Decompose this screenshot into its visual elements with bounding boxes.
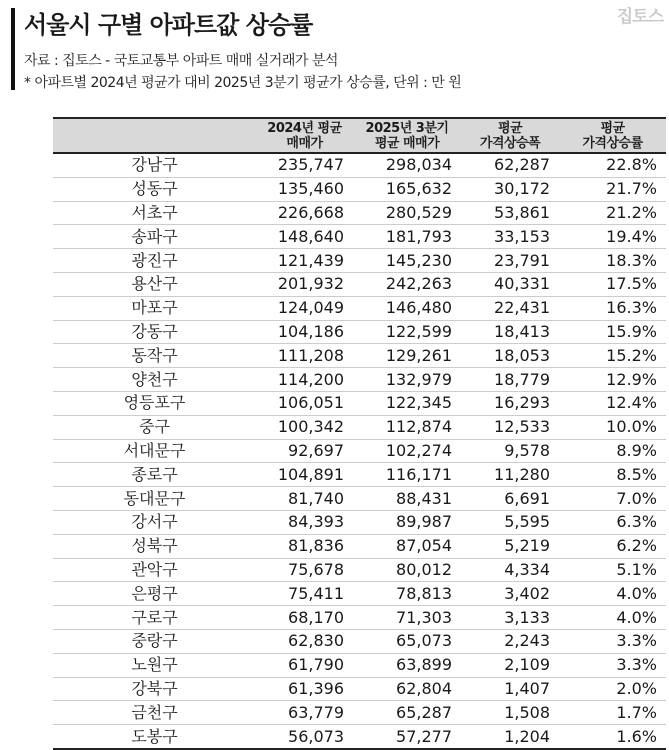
value-cell: 148,640 xyxy=(256,225,353,249)
column-header-line1: 2024년 평균 xyxy=(267,120,342,136)
value-cell: 104,891 xyxy=(256,463,353,487)
column-header-line1: 2025년 3분기 xyxy=(365,120,449,136)
value-cell: 78,813 xyxy=(353,582,461,606)
value-cell: 40,331 xyxy=(461,272,559,296)
value-cell: 17.5% xyxy=(559,272,666,296)
value-cell: 56,073 xyxy=(256,725,353,749)
column-header-2 xyxy=(353,118,461,153)
value-cell: 2,109 xyxy=(461,653,559,677)
district-name-cell: 강서구 xyxy=(53,510,256,534)
district-name-cell: 강남구 xyxy=(53,153,256,177)
column-header-1 xyxy=(256,118,353,153)
value-cell: 111,208 xyxy=(256,344,353,368)
value-cell: 104,186 xyxy=(256,320,353,344)
value-cell: 1,407 xyxy=(461,677,559,701)
value-cell: 87,054 xyxy=(353,534,461,558)
table-body xyxy=(53,153,666,749)
value-cell: 61,396 xyxy=(256,677,353,701)
value-cell: 1,204 xyxy=(461,725,559,749)
column-header-line2: 평균 매매가 xyxy=(374,135,440,151)
value-cell: 19.4% xyxy=(559,225,666,249)
source-line: 자료 : 집토스 - 국토교통부 아파트 매매 실거래가 분석 xyxy=(24,53,338,69)
value-cell: 16,293 xyxy=(461,391,559,415)
value-cell: 16.3% xyxy=(559,296,666,320)
value-cell: 8.9% xyxy=(559,439,666,463)
value-cell: 75,411 xyxy=(256,582,353,606)
value-cell: 65,287 xyxy=(353,701,461,725)
value-cell: 146,480 xyxy=(353,296,461,320)
district-name-cell: 관악구 xyxy=(53,558,256,582)
table-row xyxy=(53,153,666,177)
value-cell: 22,431 xyxy=(461,296,559,320)
value-cell: 3.3% xyxy=(559,629,666,653)
value-cell: 12.4% xyxy=(559,391,666,415)
table-row xyxy=(53,463,666,487)
value-cell: 61,790 xyxy=(256,653,353,677)
district-name-cell: 양천구 xyxy=(53,368,256,392)
table-row xyxy=(53,582,666,606)
value-cell: 181,793 xyxy=(353,225,461,249)
value-cell: 21.2% xyxy=(559,201,666,225)
value-cell: 63,779 xyxy=(256,701,353,725)
value-cell: 4,334 xyxy=(461,558,559,582)
title-accent-bar xyxy=(11,8,15,90)
value-cell: 30,172 xyxy=(461,177,559,201)
value-cell: 235,747 xyxy=(256,153,353,177)
value-cell: 8.5% xyxy=(559,463,666,487)
value-cell: 75,678 xyxy=(256,558,353,582)
column-header-line2: 가격상승폭 xyxy=(479,135,541,151)
district-name-cell: 광진구 xyxy=(53,249,256,273)
value-cell: 9,578 xyxy=(461,439,559,463)
value-cell: 18,053 xyxy=(461,344,559,368)
table-row xyxy=(53,177,666,201)
value-cell: 100,342 xyxy=(256,415,353,439)
value-cell: 84,393 xyxy=(256,510,353,534)
value-cell: 81,740 xyxy=(256,487,353,511)
value-cell: 2,243 xyxy=(461,629,559,653)
value-cell: 1.6% xyxy=(559,725,666,749)
district-name-cell: 은평구 xyxy=(53,582,256,606)
value-cell: 18,413 xyxy=(461,320,559,344)
value-cell: 92,697 xyxy=(256,439,353,463)
table-row xyxy=(53,701,666,725)
table-row xyxy=(53,725,666,749)
district-name-cell: 금천구 xyxy=(53,701,256,725)
district-name-cell: 성북구 xyxy=(53,534,256,558)
table-row xyxy=(53,296,666,320)
value-cell: 1.7% xyxy=(559,701,666,725)
table-row xyxy=(53,606,666,630)
value-cell: 10.0% xyxy=(559,415,666,439)
value-cell: 102,274 xyxy=(353,439,461,463)
value-cell: 63,899 xyxy=(353,653,461,677)
district-name-cell: 중구 xyxy=(53,415,256,439)
value-cell: 3,133 xyxy=(461,606,559,630)
column-header-line2: 가격상승률 xyxy=(582,135,643,151)
column-header-line1: 평균 xyxy=(600,120,625,136)
value-cell: 71,303 xyxy=(353,606,461,630)
table-row xyxy=(53,677,666,701)
value-cell: 1,508 xyxy=(461,701,559,725)
brand-logo: 집토스 xyxy=(616,7,663,27)
value-cell: 4.0% xyxy=(559,582,666,606)
value-cell: 18.3% xyxy=(559,249,666,273)
value-cell: 122,345 xyxy=(353,391,461,415)
table-header xyxy=(53,118,666,153)
column-header-3 xyxy=(461,118,559,153)
value-cell: 81,836 xyxy=(256,534,353,558)
district-name-cell: 중랑구 xyxy=(53,629,256,653)
district-name-cell: 동작구 xyxy=(53,344,256,368)
table-row xyxy=(53,320,666,344)
value-cell: 23,791 xyxy=(461,249,559,273)
value-cell: 15.9% xyxy=(559,320,666,344)
value-cell: 122,599 xyxy=(353,320,461,344)
district-name-cell: 구로구 xyxy=(53,606,256,630)
district-name-cell: 강북구 xyxy=(53,677,256,701)
value-cell: 5.1% xyxy=(559,558,666,582)
table-row xyxy=(53,344,666,368)
table-row xyxy=(53,510,666,534)
value-cell: 201,932 xyxy=(256,272,353,296)
table-row xyxy=(53,201,666,225)
value-cell: 62,287 xyxy=(461,153,559,177)
value-cell: 15.2% xyxy=(559,344,666,368)
value-cell: 53,861 xyxy=(461,201,559,225)
value-cell: 2.0% xyxy=(559,677,666,701)
value-cell: 89,987 xyxy=(353,510,461,534)
district-name-cell: 송파구 xyxy=(53,225,256,249)
table-row xyxy=(53,368,666,392)
column-header-line1: 평균 xyxy=(497,120,523,136)
value-cell: 88,431 xyxy=(353,487,461,511)
price-change-table xyxy=(53,117,666,750)
value-cell: 12.9% xyxy=(559,368,666,392)
value-cell: 135,460 xyxy=(256,177,353,201)
column-header-0 xyxy=(53,118,256,153)
district-name-cell: 동대문구 xyxy=(53,487,256,511)
district-name-cell: 서초구 xyxy=(53,201,256,225)
value-cell: 68,170 xyxy=(256,606,353,630)
column-header-line2: 매매가 xyxy=(286,135,323,151)
district-name-cell: 도봉구 xyxy=(53,725,256,749)
value-cell: 11,280 xyxy=(461,463,559,487)
value-cell: 80,012 xyxy=(353,558,461,582)
value-cell: 121,439 xyxy=(256,249,353,273)
value-cell: 57,277 xyxy=(353,725,461,749)
district-name-cell: 마포구 xyxy=(53,296,256,320)
value-cell: 7.0% xyxy=(559,487,666,511)
value-cell: 21.7% xyxy=(559,177,666,201)
value-cell: 124,049 xyxy=(256,296,353,320)
table-row xyxy=(53,653,666,677)
value-cell: 5,595 xyxy=(461,510,559,534)
table-row xyxy=(53,391,666,415)
value-cell: 6.2% xyxy=(559,534,666,558)
table-row xyxy=(53,439,666,463)
table-row xyxy=(53,558,666,582)
value-cell: 33,153 xyxy=(461,225,559,249)
table-row xyxy=(53,272,666,296)
value-cell: 18,779 xyxy=(461,368,559,392)
table-row xyxy=(53,249,666,273)
value-cell: 22.8% xyxy=(559,153,666,177)
value-cell: 165,632 xyxy=(353,177,461,201)
table-row xyxy=(53,534,666,558)
district-name-cell: 서대문구 xyxy=(53,439,256,463)
value-cell: 65,073 xyxy=(353,629,461,653)
value-cell: 3,402 xyxy=(461,582,559,606)
value-cell: 6,691 xyxy=(461,487,559,511)
value-cell: 226,668 xyxy=(256,201,353,225)
value-cell: 114,200 xyxy=(256,368,353,392)
page-title: 서울시 구별 아파트값 상승률 xyxy=(24,11,313,39)
value-cell: 112,874 xyxy=(353,415,461,439)
value-cell: 129,261 xyxy=(353,344,461,368)
value-cell: 106,051 xyxy=(256,391,353,415)
table-row xyxy=(53,487,666,511)
district-name-cell: 용산구 xyxy=(53,272,256,296)
table-row xyxy=(53,225,666,249)
value-cell: 62,830 xyxy=(256,629,353,653)
value-cell: 242,263 xyxy=(353,272,461,296)
value-cell: 132,979 xyxy=(353,368,461,392)
value-cell: 6.3% xyxy=(559,510,666,534)
column-header-4 xyxy=(559,118,666,153)
value-cell: 3.3% xyxy=(559,653,666,677)
table-header-row xyxy=(53,118,666,153)
table-row xyxy=(53,629,666,653)
value-cell: 12,533 xyxy=(461,415,559,439)
district-name-cell: 영등포구 xyxy=(53,391,256,415)
value-cell: 116,171 xyxy=(353,463,461,487)
district-name-cell: 종로구 xyxy=(53,463,256,487)
value-cell: 298,034 xyxy=(353,153,461,177)
value-cell: 62,804 xyxy=(353,677,461,701)
note-line: * 아파트별 2024년 평균가 대비 2025년 3분기 평균가 상승률, 단위 : 만 원 xyxy=(24,75,462,91)
district-name-cell: 노원구 xyxy=(53,653,256,677)
district-name-cell: 성동구 xyxy=(53,177,256,201)
value-cell: 145,230 xyxy=(353,249,461,273)
value-cell: 280,529 xyxy=(353,201,461,225)
district-name-cell: 강동구 xyxy=(53,320,256,344)
value-cell: 4.0% xyxy=(559,606,666,630)
value-cell: 5,219 xyxy=(461,534,559,558)
table-row xyxy=(53,415,666,439)
